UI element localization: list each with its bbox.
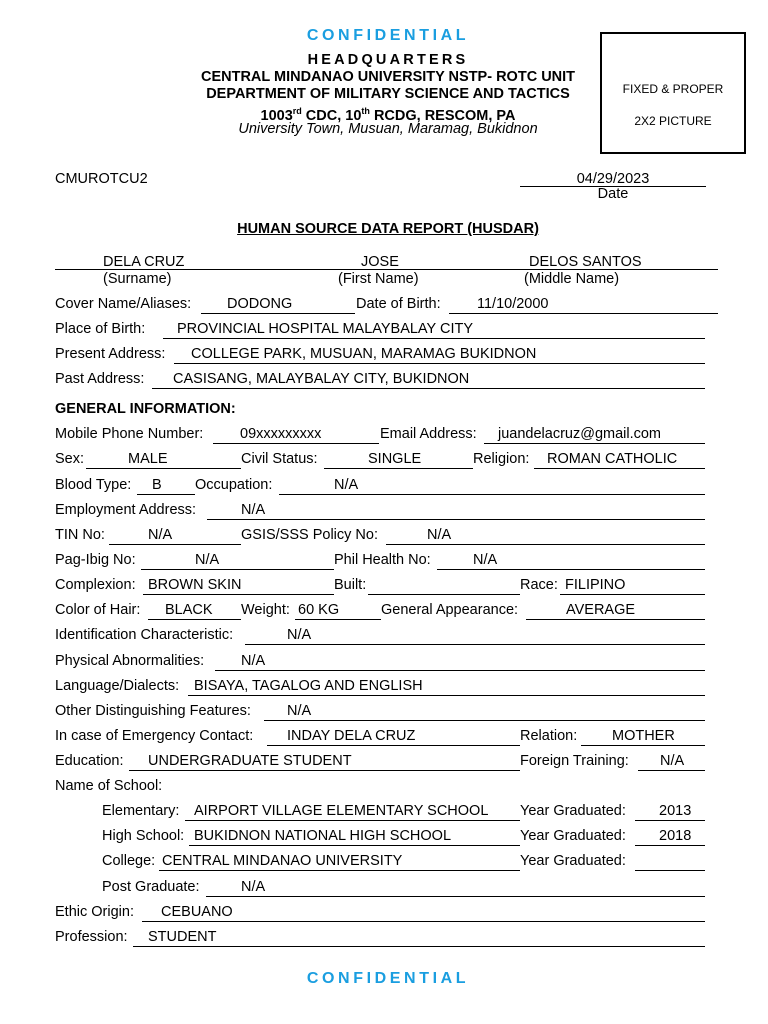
identification-value: N/A <box>287 627 312 643</box>
high-school-value: BUKIDNON NATIONAL HIGH SCHOOL <box>194 828 452 844</box>
philhealth-label: Phil Health No: <box>334 552 431 568</box>
complexion-value: BROWN SKIN <box>148 577 242 593</box>
built-label: Built: <box>334 577 367 593</box>
appearance-value: AVERAGE <box>566 602 636 618</box>
foreign-training-value: N/A <box>660 753 685 769</box>
elementary-year-value: 2013 <box>659 803 692 819</box>
profession-label: Profession: <box>55 929 128 945</box>
email-value: juandelacruz@gmail.com <box>498 426 662 442</box>
foreign-training-label: Foreign Training: <box>520 753 629 769</box>
mobile-label: Mobile Phone Number: <box>55 426 204 442</box>
abnormalities-label: Physical Abnormalities: <box>55 653 205 669</box>
hair-value: BLACK <box>165 602 213 618</box>
language-label: Language/Dialects: <box>55 678 180 694</box>
language-value: BISAYA, TAGALOG AND ENGLISH <box>194 678 423 694</box>
weight-label: Weight: <box>241 602 290 618</box>
dob-label: Date of Birth: <box>356 296 441 312</box>
gsis-label: GSIS/SSS Policy No: <box>241 527 378 543</box>
college-year-label: Year Graduated: <box>520 853 626 869</box>
profession-value: STUDENT <box>148 929 217 945</box>
elementary-year-label: Year Graduated: <box>520 803 626 819</box>
middle-name-label: (Middle Name) <box>524 271 620 287</box>
date-value: 04/29/2023 <box>576 171 650 187</box>
present-address-label: Present Address: <box>55 346 166 362</box>
pob-label: Place of Birth: <box>55 321 146 337</box>
date-label: Date <box>597 186 629 202</box>
civil-status-label: Civil Status: <box>241 451 318 467</box>
unit-name: CENTRAL MINDANAO UNIVERSITY NSTP- ROTC UNIT <box>200 69 576 85</box>
present-address-value: COLLEGE PARK, MUSUAN, MARAMAG BUKIDNON <box>191 346 537 362</box>
weight-value: 60 KG <box>298 602 340 618</box>
department-name: DEPARTMENT OF MILITARY SCIENCE AND TACTICS <box>206 86 570 102</box>
identification-label: Identification Characteristic: <box>55 627 234 643</box>
first-name-label: (First Name) <box>338 271 419 287</box>
emergency-label: In case of Emergency Contact: <box>55 728 254 744</box>
pagibig-label: Pag-Ibig No: <box>55 552 136 568</box>
ethnic-label: Ethic Origin: <box>55 904 134 920</box>
emergency-value: INDAY DELA CRUZ <box>287 728 416 744</box>
other-features-value: N/A <box>287 703 312 719</box>
mobile-value: 09xxxxxxxxx <box>240 426 322 442</box>
report-title: HUMAN SOURCE DATA REPORT (HUSDAR) <box>237 221 539 237</box>
high-school-year-label: Year Graduated: <box>520 828 626 844</box>
pob-value: PROVINCIAL HOSPITAL MALAYBALAY CITY <box>177 321 473 337</box>
sex-value: MALE <box>128 451 168 467</box>
control-number: CMUROTCU2 <box>55 171 148 187</box>
abnormalities-value: N/A <box>241 653 266 669</box>
surname-label: (Surname) <box>103 271 172 287</box>
college-label: College: <box>102 853 156 869</box>
hair-label: Color of Hair: <box>55 602 141 618</box>
past-address-label: Past Address: <box>55 371 145 387</box>
employment-address-label: Employment Address: <box>55 502 197 518</box>
employment-address-value: N/A <box>241 502 266 518</box>
relation-value: MOTHER <box>612 728 675 744</box>
blood-type-value: B <box>152 477 162 493</box>
blood-type-label: Blood Type: <box>55 477 132 493</box>
photo-placeholder <box>600 32 746 154</box>
gsis-value: N/A <box>427 527 452 543</box>
pagibig-value: N/A <box>195 552 220 568</box>
occupation-value: N/A <box>334 477 359 493</box>
first-name-value: JOSE <box>361 254 399 270</box>
religion-label: Religion: <box>473 451 530 467</box>
past-address-value: CASISANG, MALAYBALAY CITY, BUKIDNON <box>173 371 470 387</box>
address-line: University Town, Musuan, Maramag, Bukidnon <box>238 121 538 137</box>
cover-name-value: DODONG <box>227 296 293 312</box>
name-underline <box>55 269 718 270</box>
philhealth-value: N/A <box>473 552 498 568</box>
headquarters-title: HEADQUARTERS <box>307 52 469 68</box>
elementary-label: Elementary: <box>102 803 180 819</box>
cover-name-label: Cover Name/Aliases: <box>55 296 192 312</box>
civil-status-value: SINGLE <box>368 451 422 467</box>
high-school-year-value: 2018 <box>659 828 692 844</box>
race-value: FILIPINO <box>565 577 626 593</box>
photo-label-2: 2X2 PICTURE <box>634 114 712 128</box>
complexion-label: Complexion: <box>55 577 136 593</box>
other-features-label: Other Distinguishing Features: <box>55 703 251 719</box>
confidential-header: CONFIDENTIAL <box>306 27 470 44</box>
general-info-heading: GENERAL INFORMATION: <box>55 401 236 417</box>
high-school-label: High School: <box>102 828 185 844</box>
elementary-value: AIRPORT VILLAGE ELEMENTARY SCHOOL <box>194 803 489 819</box>
post-graduate-label: Post Graduate: <box>102 879 200 895</box>
appearance-label: General Appearance: <box>381 602 519 618</box>
college-value: CENTRAL MINDANAO UNIVERSITY <box>162 853 403 869</box>
religion-value: ROMAN CATHOLIC <box>547 451 678 467</box>
sex-label: Sex: <box>55 451 85 467</box>
tin-value: N/A <box>148 527 173 543</box>
photo-label-1: FIXED & PROPER <box>622 82 724 96</box>
education-value: UNDERGRADUATE STUDENT <box>148 753 352 769</box>
confidential-footer: CONFIDENTIAL <box>306 970 470 987</box>
email-label: Email Address: <box>380 426 477 442</box>
education-label: Education: <box>55 753 124 769</box>
dob-value: 11/10/2000 <box>477 296 549 312</box>
ethnic-value: CEBUANO <box>161 904 233 920</box>
race-label: Race: <box>520 577 558 593</box>
middle-name-value: DELOS SANTOS <box>529 254 642 270</box>
command-line: 1003rd CDC, 10th RCDG, RESCOM, PA <box>260 106 516 124</box>
occupation-label: Occupation: <box>195 477 273 493</box>
relation-label: Relation: <box>520 728 578 744</box>
school-name-heading: Name of School: <box>55 778 163 794</box>
tin-label: TIN No: <box>55 527 105 543</box>
surname-value: DELA CRUZ <box>103 254 185 270</box>
post-graduate-value: N/A <box>241 879 266 895</box>
